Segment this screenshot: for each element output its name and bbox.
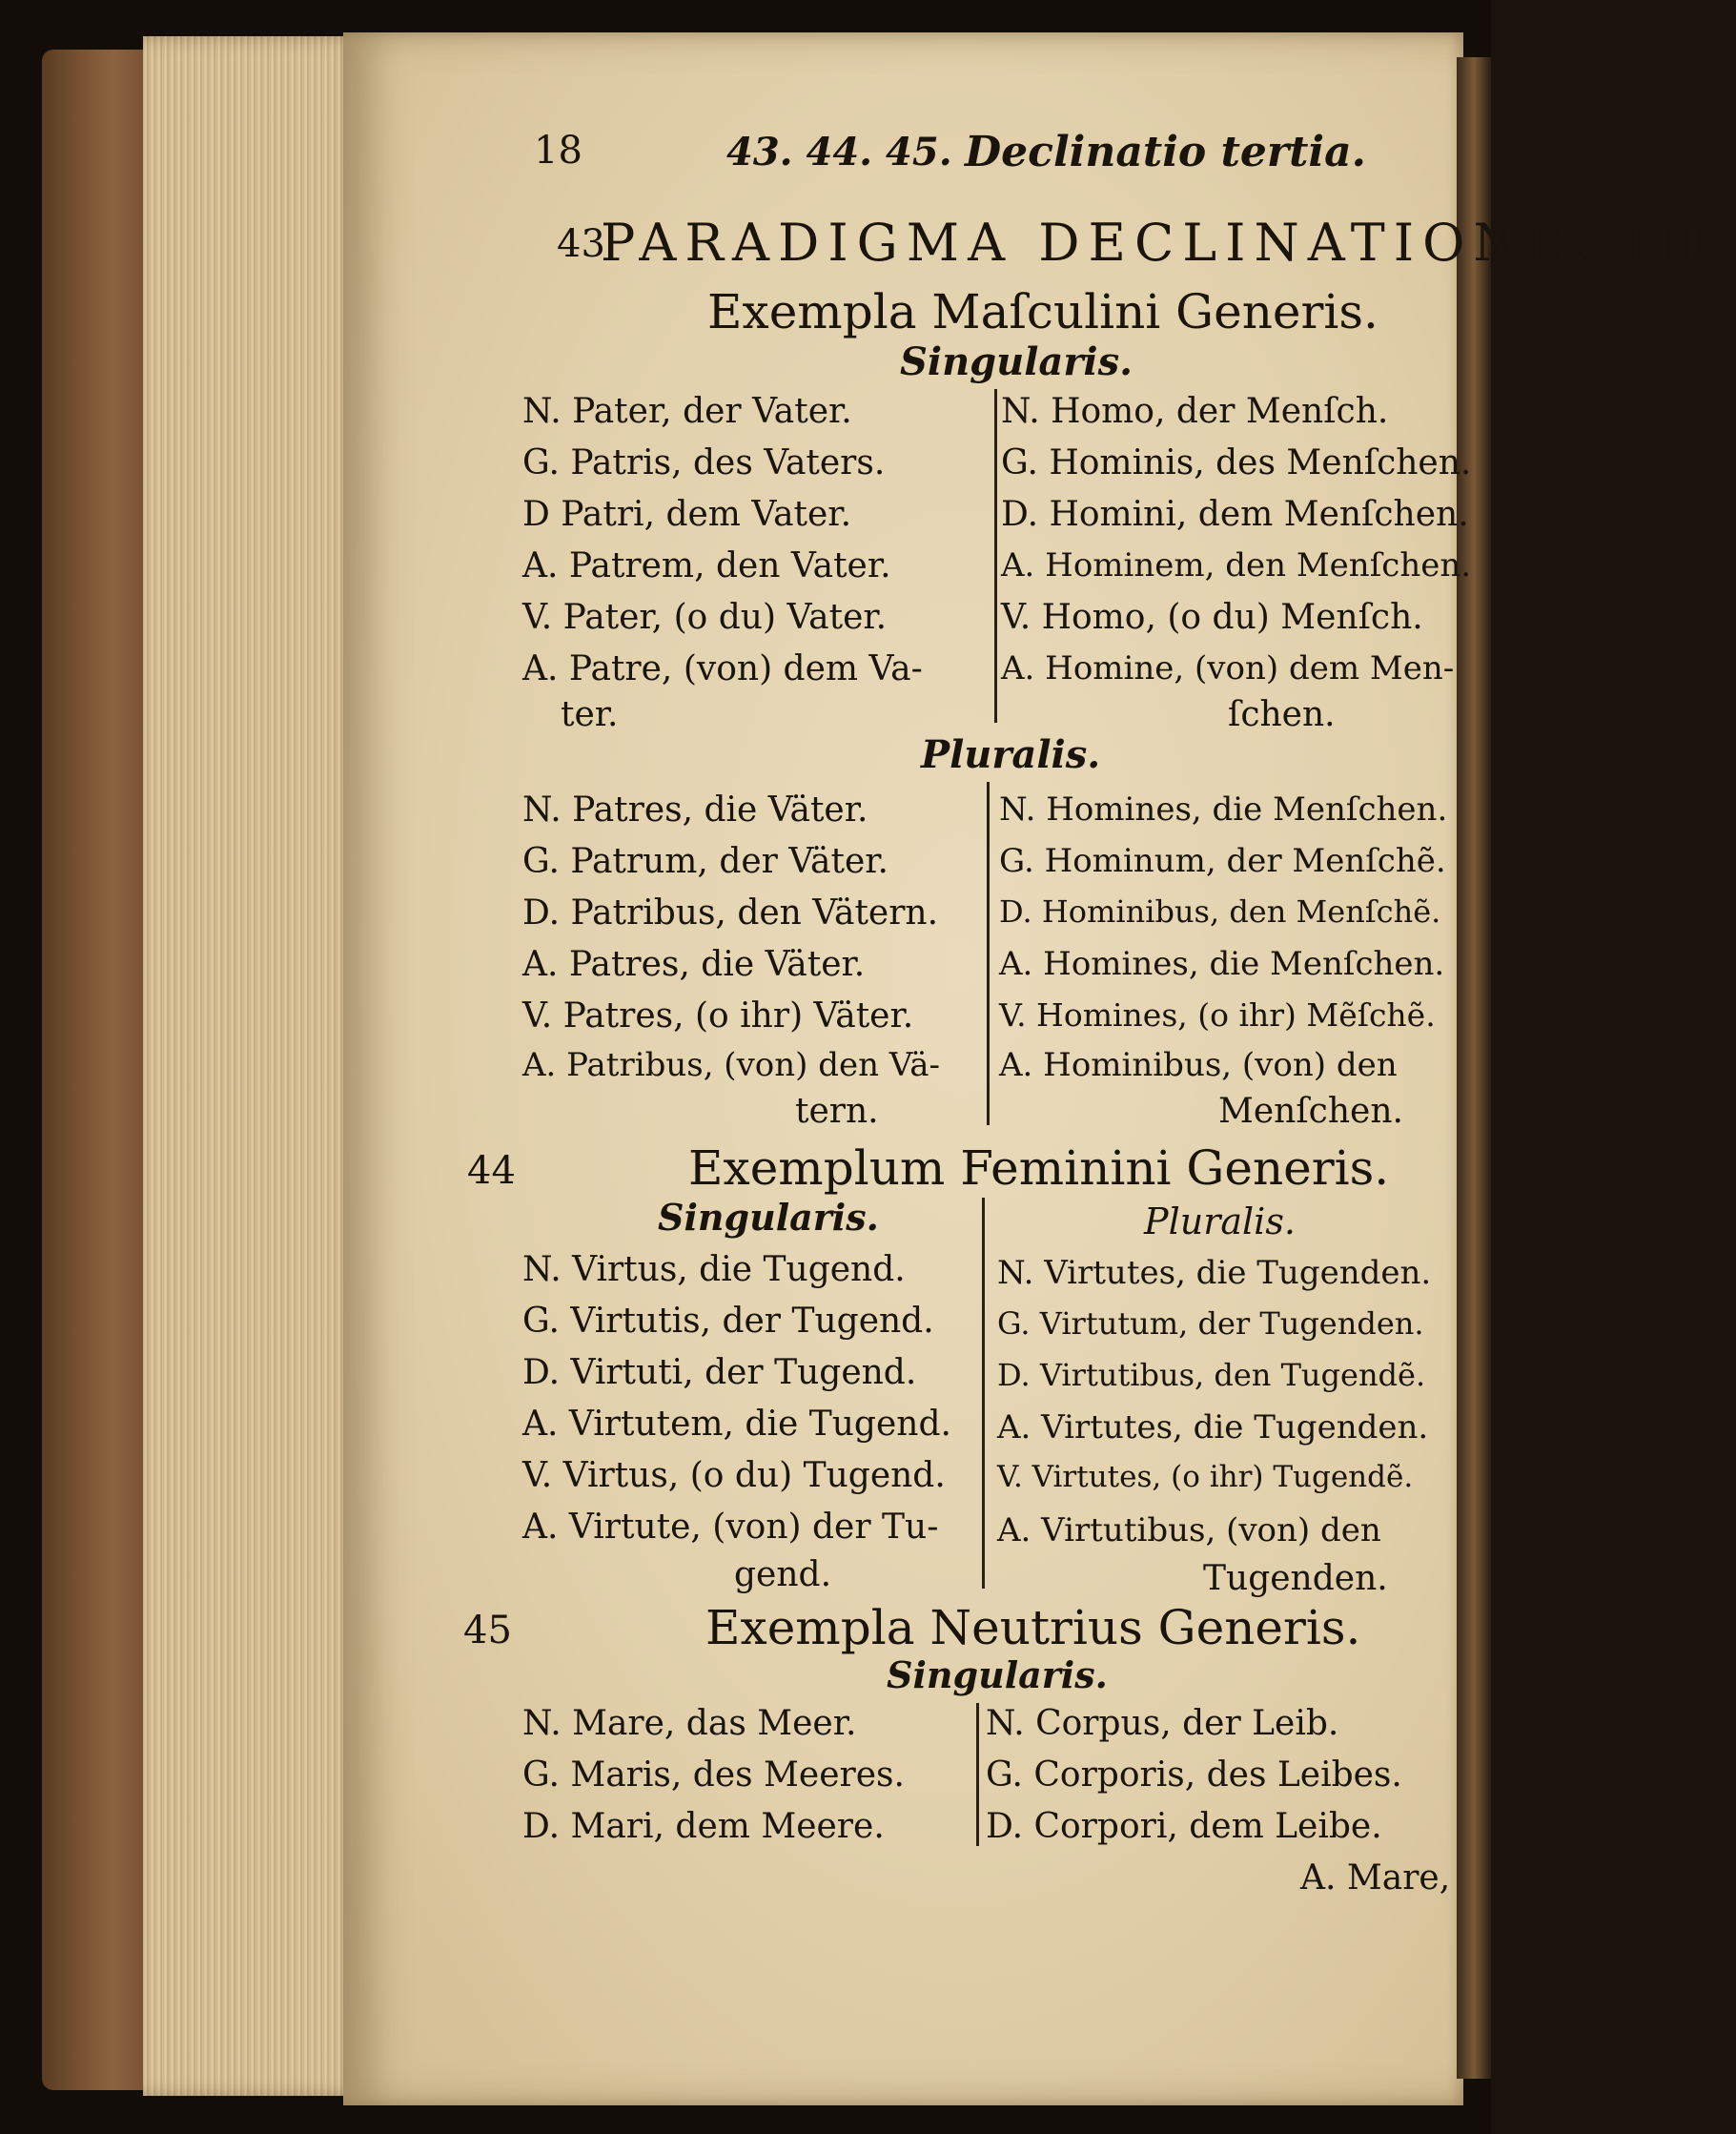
declension-line: V. Homo, (o du) Menſch. — [1001, 598, 1423, 637]
declension-line: V. Patres, (o ihr) Väter. — [522, 996, 914, 1036]
declension-line: V. Virtutes, (o ihr) Tugendẽ. — [997, 1460, 1414, 1494]
section-45-singular-label: Singularis. — [887, 1653, 1108, 1696]
declension-line: G. Hominum, der Menſchẽ. — [999, 842, 1446, 880]
catchword: A. Mare, — [1300, 1858, 1451, 1898]
declension-line: Menſchen. — [1218, 1092, 1403, 1131]
section-45-number: 45 — [463, 1609, 512, 1652]
declension-line: A. Virtutibus, (von) den — [997, 1511, 1381, 1549]
declension-line: Tugenden. — [1203, 1559, 1388, 1598]
declension-line: A. Hominibus, (von) den — [999, 1046, 1398, 1084]
declension-line: G. Maris, des Meeres. — [522, 1755, 905, 1795]
declension-line: V. Pater, (o du) Vater. — [522, 598, 888, 637]
section-44-subtitle: Exemplum Feminini Generis. — [688, 1140, 1390, 1196]
declension-line: D. Mari, dem Meere. — [522, 1807, 885, 1846]
section-43-number: 43 — [557, 222, 605, 266]
declension-line: A. Patre, (von) dem Va- — [522, 649, 923, 688]
declension-line: N. Virtus, die Tugend. — [522, 1250, 906, 1289]
section-numbers: 43. 44. 45. — [726, 130, 952, 174]
declension-line: A. Virtutem, die Tugend. — [522, 1405, 951, 1444]
declension-line: A. Patrem, den Vater. — [522, 546, 891, 585]
declension-line: N. Homines, die Menſchen. — [999, 790, 1448, 829]
declension-line: G. Hominis, des Menſchen. — [1001, 443, 1472, 482]
declension-line: D. Homini, dem Menſchen. — [1001, 495, 1469, 534]
declension-line: G. Virtutis, der Tugend. — [522, 1302, 934, 1341]
section-44-singular-label: Singularis. — [658, 1196, 879, 1239]
declension-line: N. Patres, die Väter. — [522, 790, 868, 830]
section-44-plural-label: Pluralis. — [1144, 1200, 1296, 1242]
declension-line: D Patri, dem Vater. — [522, 495, 852, 534]
declension-line: N. Virtutes, die Tugenden. — [997, 1254, 1432, 1292]
declension-line: G. Virtutum, der Tugenden. — [997, 1305, 1424, 1342]
column-divider — [994, 389, 997, 723]
page-edges — [143, 36, 362, 2096]
declension-line: ſchen. — [1228, 695, 1336, 734]
column-divider — [976, 1703, 979, 1846]
declension-line: D. Patribus, den Vätern. — [522, 893, 939, 933]
declension-line: A. Homines, die Menſchen. — [999, 945, 1445, 983]
declension-line: D. Hominibus, den Menſchẽ. — [999, 893, 1441, 930]
declension-line: A. Virtutes, die Tugenden. — [997, 1408, 1429, 1447]
declension-line: A. Homine, (von) dem Men- — [1001, 649, 1455, 687]
declension-line: N. Mare, das Meer. — [522, 1704, 857, 1743]
declension-line: N. Corpus, der Leib. — [986, 1704, 1339, 1743]
declension-line: A. Hominem, den Menſchen. — [1001, 546, 1472, 585]
declension-line: G. Patris, des Vaters. — [522, 443, 886, 482]
declension-line: A. Patribus, (von) den Vä- — [522, 1046, 940, 1084]
declension-line: A. Virtute, (von) der Tu- — [522, 1508, 939, 1547]
declension-line: ter. — [561, 695, 619, 734]
section-43-subtitle: Exempla Maſculini Generis. — [707, 284, 1379, 339]
paradigm-title: PARADIGMA DECLINATIONIS III. — [601, 213, 1736, 273]
page-number: 18 — [534, 129, 582, 173]
running-title: Declinatio tertia. — [965, 128, 1366, 176]
section-43-singular-label: Singularis. — [900, 339, 1134, 384]
section-45-subtitle: Exempla Neutrius Generis. — [705, 1600, 1361, 1655]
declension-line: G. Corporis, des Leibes. — [986, 1755, 1402, 1795]
declension-line: N. Homo, der Menſch. — [1001, 392, 1389, 431]
facing-page-edge — [1457, 57, 1491, 2079]
declension-line: D. Virtutibus, den Tugendẽ. — [997, 1357, 1426, 1393]
section-44-number: 44 — [467, 1149, 516, 1193]
declension-line: V. Virtus, (o du) Tugend. — [522, 1456, 946, 1495]
declension-line: gend. — [734, 1555, 832, 1594]
declension-line: N. Pater, der Vater. — [522, 392, 852, 431]
declension-line: D. Virtuti, der Tugend. — [522, 1353, 917, 1392]
column-divider — [982, 1198, 985, 1589]
declension-line: A. Patres, die Väter. — [522, 945, 866, 984]
declension-line: G. Patrum, der Väter. — [522, 842, 888, 881]
declension-line: tern. — [795, 1092, 879, 1131]
column-divider — [987, 782, 990, 1125]
section-43-plural-label: Pluralis. — [921, 732, 1101, 777]
declension-line: D. Corpori, dem Leibe. — [986, 1807, 1382, 1846]
declension-line: V. Homines, (o ihr) Mẽſchẽ. — [999, 996, 1436, 1034]
